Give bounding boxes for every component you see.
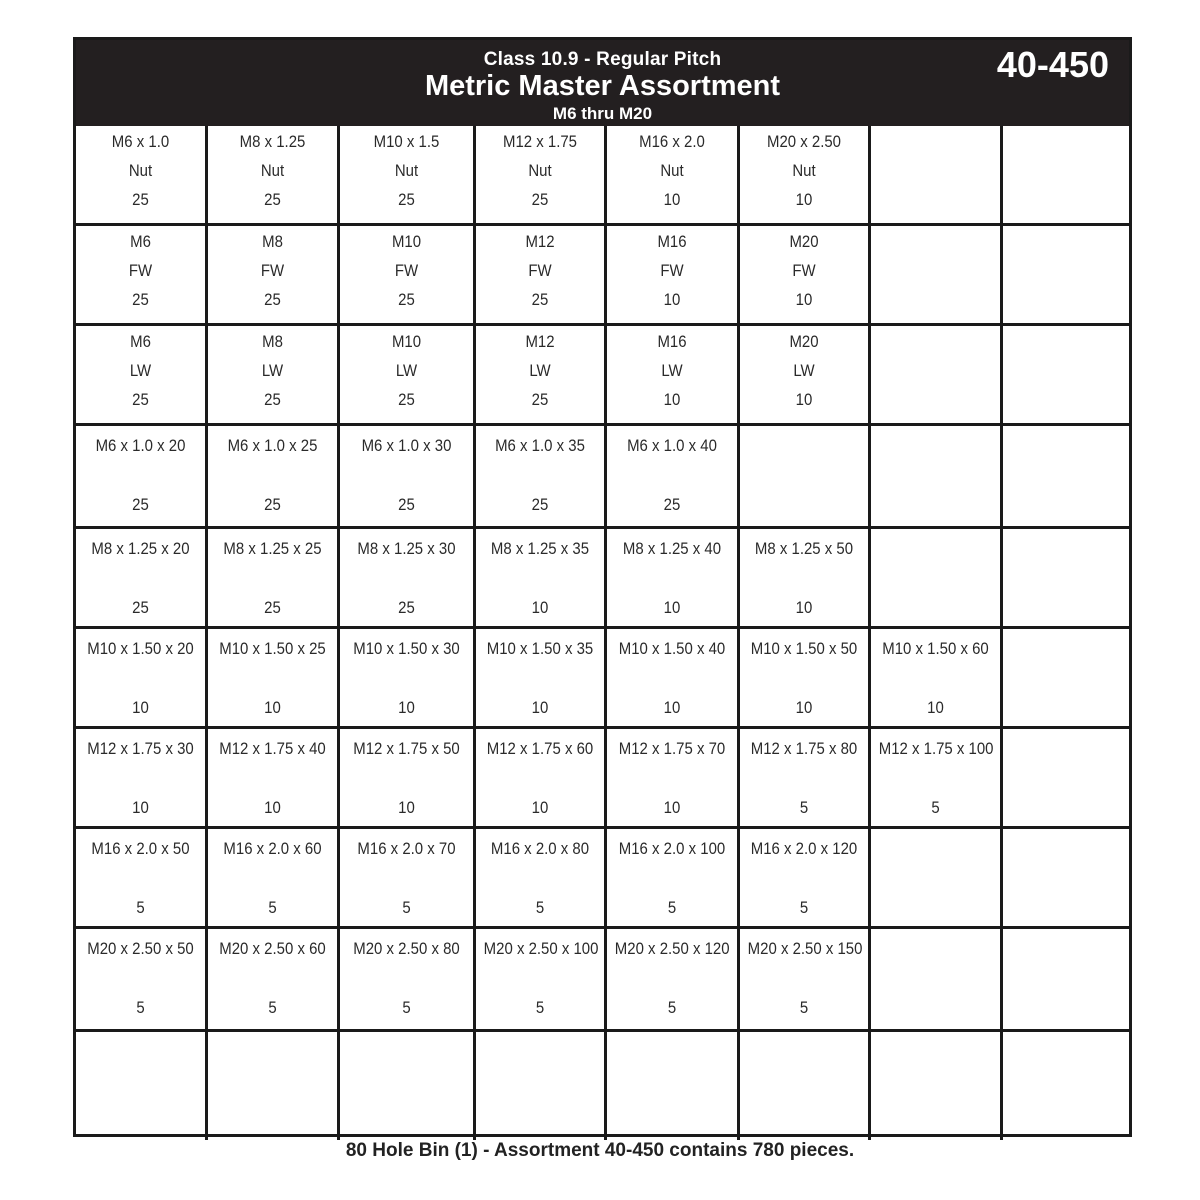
bin-cell <box>340 929 476 1029</box>
assortment-sheet <box>73 37 1132 1137</box>
bin-quantity: 10 <box>927 698 944 717</box>
bin-type: LW <box>129 361 152 380</box>
bin-cell <box>208 326 340 423</box>
bin-quantity: 5 <box>402 898 411 917</box>
bin-quantity: 25 <box>663 495 681 514</box>
bin-cell <box>607 1032 740 1140</box>
bin-quantity: 5 <box>667 898 677 917</box>
bin-size: M20 x 2.50 x 150 <box>747 939 863 958</box>
bin-cell <box>208 929 340 1029</box>
bin-type: FW <box>128 261 153 280</box>
bin-cell <box>76 426 208 526</box>
bin-cell <box>476 426 607 526</box>
bin-quantity: 25 <box>132 290 149 309</box>
bin-row <box>76 729 1129 829</box>
bin-quantity: 10 <box>531 698 549 717</box>
bin-cell <box>740 829 871 926</box>
bin-cell <box>871 829 1003 926</box>
bin-quantity: 10 <box>132 798 149 817</box>
bin-quantity: 25 <box>132 390 149 409</box>
bin-quantity: 25 <box>531 495 549 514</box>
bin-size: M10 x 1.5 <box>373 132 440 151</box>
bin-cell <box>1003 729 1129 826</box>
bin-size: M10 x 1.50 x 50 <box>750 639 858 658</box>
bin-size: M8 x 1.25 x 50 <box>754 539 854 558</box>
bin-cell <box>76 929 208 1029</box>
bin-cell <box>871 426 1003 526</box>
bin-size: M10 x 1.50 x 25 <box>219 639 326 658</box>
bin-quantity: 25 <box>132 495 149 514</box>
bin-size: M12 x 1.75 x 70 <box>618 739 726 758</box>
bin-size: M6 x 1.0 x 20 <box>95 436 186 455</box>
bin-size: M12 x 1.75 x 50 <box>353 739 460 758</box>
bin-size: M20 <box>789 232 819 251</box>
bin-size: M16 <box>657 232 687 251</box>
bin-size: M10 x 1.50 x 40 <box>618 639 726 658</box>
bin-type: Nut <box>528 161 552 180</box>
bin-type: Nut <box>128 161 153 180</box>
bin-size: M8 x 1.25 <box>239 132 306 151</box>
header-bar <box>76 40 1129 126</box>
bin-type: Nut <box>260 161 285 180</box>
bin-size: M20 x 2.50 x 80 <box>353 939 460 958</box>
bin-size: M12 <box>525 232 555 251</box>
bin-cell <box>76 1032 208 1140</box>
bin-row <box>76 326 1129 426</box>
bin-size: M10 <box>391 332 422 351</box>
bin-cell <box>871 929 1003 1029</box>
bin-cell <box>607 829 740 926</box>
bin-type: FW <box>528 261 552 280</box>
bin-size: M12 x 1.75 x 100 <box>878 739 994 758</box>
bin-quantity: 10 <box>795 290 813 309</box>
bin-cell <box>607 729 740 826</box>
bin-size: M20 x 2.50 x 120 <box>614 939 730 958</box>
bin-cell <box>1003 226 1129 323</box>
bin-quantity: 25 <box>531 390 549 409</box>
bin-quantity: 10 <box>264 698 281 717</box>
bin-type: LW <box>529 361 551 380</box>
bin-cell <box>476 829 607 926</box>
bin-size: M6 x 1.0 x 35 <box>495 436 585 455</box>
bin-size: M16 <box>657 332 687 351</box>
bin-cell <box>1003 426 1129 526</box>
bin-cell <box>871 326 1003 423</box>
bin-cell <box>340 829 476 926</box>
bin-quantity: 25 <box>132 598 149 617</box>
bin-quantity: 25 <box>398 598 415 617</box>
bin-quantity: 5 <box>931 798 940 817</box>
bin-quantity: 25 <box>531 190 549 209</box>
bin-quantity: 10 <box>132 698 149 717</box>
bin-cell <box>607 629 740 726</box>
bin-cell <box>607 929 740 1029</box>
bin-cell <box>340 629 476 726</box>
assortment-title: Metric Master Assortment <box>424 70 781 102</box>
bin-size: M8 x 1.25 x 30 <box>357 539 456 558</box>
bin-cell <box>740 729 871 826</box>
bin-size: M20 x 2.50 <box>766 132 842 151</box>
bin-cell <box>476 729 607 826</box>
bin-quantity: 10 <box>795 698 813 717</box>
bin-cell <box>871 126 1003 223</box>
bin-quantity: 25 <box>264 290 281 309</box>
bin-cell <box>871 629 1003 726</box>
bin-cell <box>476 529 607 626</box>
bin-cell <box>871 529 1003 626</box>
bin-size: M16 x 2.0 <box>639 132 705 151</box>
bin-quantity: 10 <box>663 390 681 409</box>
bin-cell <box>740 629 871 726</box>
bin-cell <box>1003 529 1129 626</box>
bin-size: M16 x 2.0 x 100 <box>618 839 726 858</box>
bin-quantity: 5 <box>268 898 277 917</box>
bin-quantity: 5 <box>535 998 545 1017</box>
bin-type: LW <box>261 361 284 380</box>
bin-size: M12 x 1.75 x 40 <box>219 739 326 758</box>
bin-quantity: 5 <box>136 998 145 1017</box>
bin-size: M6 x 1.0 x 25 <box>227 436 318 455</box>
bin-cell <box>871 226 1003 323</box>
bin-type: LW <box>793 361 815 380</box>
bin-quantity: 10 <box>264 798 281 817</box>
bin-row <box>76 529 1129 629</box>
bin-cell <box>208 829 340 926</box>
bin-size: M6 x 1.0 x 40 <box>627 436 717 455</box>
bin-cell <box>208 226 340 323</box>
bin-type: Nut <box>792 161 816 180</box>
bin-cell <box>476 629 607 726</box>
bin-quantity: 10 <box>663 698 681 717</box>
bin-size: M16 x 2.0 x 70 <box>357 839 456 858</box>
bin-type: LW <box>395 361 418 380</box>
bin-quantity: 10 <box>663 798 681 817</box>
bin-row <box>76 629 1129 729</box>
bin-size: M6 x 1.0 x 30 <box>361 436 452 455</box>
bin-cell <box>340 529 476 626</box>
bin-size: M8 x 1.25 x 20 <box>91 539 190 558</box>
bin-cell <box>740 1032 871 1140</box>
bin-quantity: 5 <box>799 998 809 1017</box>
bin-quantity: 25 <box>398 390 415 409</box>
bin-quantity: 10 <box>795 190 813 209</box>
bin-cell <box>340 126 476 223</box>
bin-row <box>76 829 1129 929</box>
bin-cell <box>340 1032 476 1140</box>
bin-cell <box>340 326 476 423</box>
bin-quantity: 10 <box>663 190 681 209</box>
bin-quantity: 10 <box>531 598 549 617</box>
bin-size: M16 x 2.0 x 120 <box>750 839 858 858</box>
bin-cell <box>208 629 340 726</box>
bin-size: M12 x 1.75 x 30 <box>87 739 194 758</box>
bin-cell <box>1003 326 1129 423</box>
class-subtitle: Class 10.9 - Regular Pitch <box>483 49 722 70</box>
bin-size: M12 <box>525 332 555 351</box>
bin-quantity: 5 <box>136 898 145 917</box>
bin-grid <box>76 126 1129 1140</box>
bin-row <box>76 1032 1129 1140</box>
bin-cell <box>1003 1032 1129 1140</box>
bin-cell <box>476 1032 607 1140</box>
bin-cell <box>871 1032 1003 1140</box>
bin-cell <box>740 326 871 423</box>
bin-quantity: 25 <box>264 598 281 617</box>
bin-quantity: 10 <box>398 698 415 717</box>
bin-quantity: 10 <box>663 290 681 309</box>
bin-size: M16 x 2.0 x 50 <box>91 839 190 858</box>
bin-cell <box>740 929 871 1029</box>
bin-cell <box>76 729 208 826</box>
bin-cell <box>208 529 340 626</box>
bin-size: M8 x 1.25 x 40 <box>622 539 722 558</box>
footer-note: 80 Hole Bin (1) - Assortment 40-450 contains 780 pieces. <box>345 1140 855 1161</box>
bin-size: M10 x 1.50 x 35 <box>486 639 594 658</box>
bin-type: Nut <box>660 161 684 180</box>
bin-size: M16 x 2.0 x 60 <box>223 839 322 858</box>
bin-cell <box>76 829 208 926</box>
bin-quantity: 10 <box>663 598 681 617</box>
bin-size: M10 <box>391 232 422 251</box>
bin-size: M12 x 1.75 x 80 <box>750 739 858 758</box>
bin-quantity: 10 <box>531 798 549 817</box>
bin-cell <box>476 326 607 423</box>
bin-size: M16 x 2.0 x 80 <box>490 839 590 858</box>
bin-cell <box>76 529 208 626</box>
bin-cell <box>208 729 340 826</box>
bin-cell <box>76 326 208 423</box>
bin-cell <box>740 426 871 526</box>
bin-quantity: 25 <box>264 390 281 409</box>
bin-quantity: 5 <box>268 998 277 1017</box>
bin-cell <box>340 226 476 323</box>
bin-cell <box>871 729 1003 826</box>
bin-cell <box>340 426 476 526</box>
bin-cell <box>76 126 208 223</box>
bin-size: M10 x 1.50 x 60 <box>882 639 989 658</box>
bin-row <box>76 226 1129 326</box>
bin-cell <box>740 226 871 323</box>
bin-cell <box>208 426 340 526</box>
bin-size: M20 x 2.50 x 100 <box>483 939 599 958</box>
bin-size: M12 x 1.75 <box>502 132 578 151</box>
bin-size: M8 <box>262 332 283 351</box>
bin-quantity: 25 <box>264 495 281 514</box>
bin-cell <box>76 226 208 323</box>
bin-type: LW <box>661 361 683 380</box>
bin-quantity: 5 <box>799 798 809 817</box>
bin-size: M8 x 1.25 x 25 <box>223 539 322 558</box>
bin-type: FW <box>260 261 285 280</box>
bin-quantity: 25 <box>132 190 149 209</box>
bin-size: M10 x 1.50 x 30 <box>353 639 460 658</box>
bin-quantity: 5 <box>402 998 411 1017</box>
bin-quantity: 25 <box>531 290 549 309</box>
bin-cell <box>1003 126 1129 223</box>
bin-size: M6 <box>130 232 151 251</box>
bin-size: M6 <box>130 332 151 351</box>
bin-cell <box>208 126 340 223</box>
bin-cell <box>476 929 607 1029</box>
bin-quantity: 5 <box>535 898 545 917</box>
bin-cell <box>476 226 607 323</box>
bin-cell <box>476 126 607 223</box>
bin-size: M20 x 2.50 x 60 <box>219 939 326 958</box>
bin-cell <box>76 629 208 726</box>
bin-quantity: 5 <box>667 998 677 1017</box>
bin-cell <box>1003 929 1129 1029</box>
bin-row <box>76 126 1129 226</box>
bin-size: M8 <box>262 232 283 251</box>
bin-cell <box>740 529 871 626</box>
bin-type: FW <box>394 261 419 280</box>
bin-cell <box>1003 629 1129 726</box>
bin-cell <box>607 126 740 223</box>
bin-cell <box>208 1032 340 1140</box>
bin-cell <box>340 729 476 826</box>
bin-cell <box>1003 829 1129 926</box>
part-number: 40-450 <box>996 44 1109 85</box>
bin-size: M20 x 2.50 x 50 <box>87 939 194 958</box>
size-range: M6 thru M20 <box>552 104 653 123</box>
bin-quantity: 10 <box>795 598 813 617</box>
bin-quantity: 25 <box>398 290 415 309</box>
bin-quantity: 10 <box>398 798 415 817</box>
bin-row <box>76 929 1129 1032</box>
bin-quantity: 5 <box>799 898 809 917</box>
bin-cell <box>740 126 871 223</box>
bin-type: FW <box>792 261 816 280</box>
bin-cell <box>607 326 740 423</box>
bin-size: M8 x 1.25 x 35 <box>490 539 590 558</box>
bin-type: Nut <box>394 161 419 180</box>
bin-quantity: 25 <box>398 495 415 514</box>
bin-quantity: 25 <box>398 190 415 209</box>
bin-type: FW <box>660 261 684 280</box>
bin-size: M6 x 1.0 <box>111 132 170 151</box>
bin-size: M12 x 1.75 x 60 <box>486 739 594 758</box>
bin-cell <box>607 226 740 323</box>
bin-row <box>76 426 1129 529</box>
bin-quantity: 10 <box>795 390 813 409</box>
bin-quantity: 25 <box>264 190 281 209</box>
bin-size: M20 <box>789 332 819 351</box>
bin-cell <box>607 426 740 526</box>
bin-size: M10 x 1.50 x 20 <box>87 639 194 658</box>
bin-cell <box>607 529 740 626</box>
